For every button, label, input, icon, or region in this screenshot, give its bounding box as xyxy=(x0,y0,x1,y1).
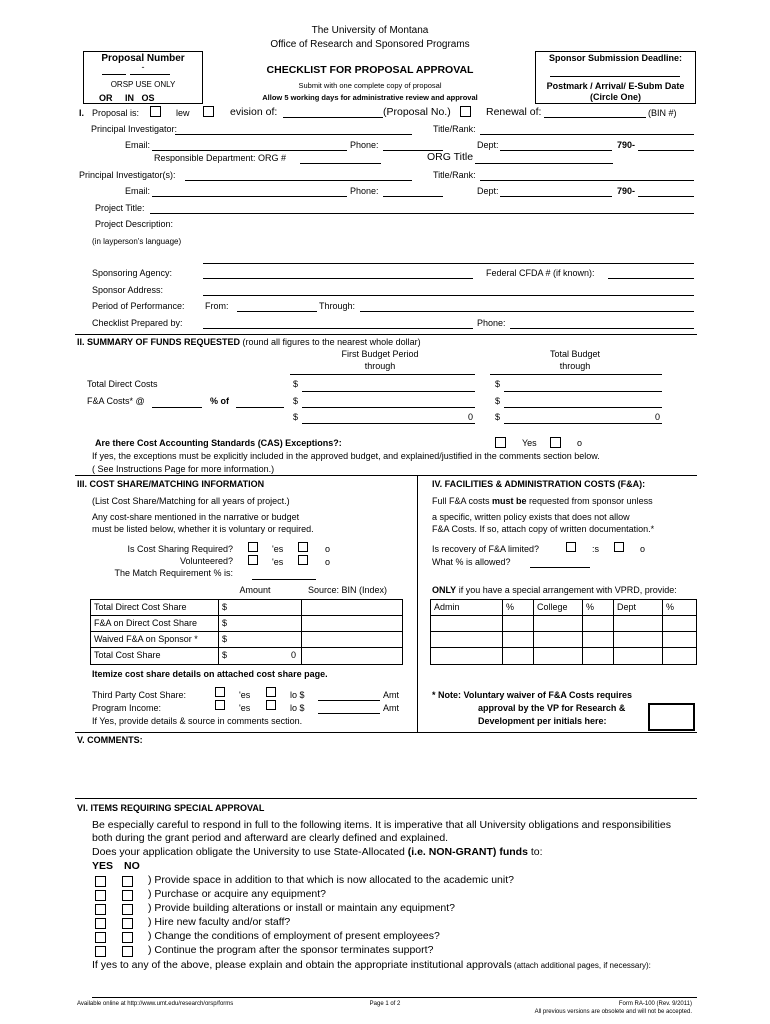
fa-college-pct-cell-2[interactable] xyxy=(582,631,614,648)
fa-limited-no-checkbox[interactable] xyxy=(614,542,624,552)
section-3-4-divider xyxy=(417,475,418,732)
fa-dept-cell-3[interactable] xyxy=(613,647,663,665)
revision-label: evision of: xyxy=(230,106,278,118)
section-1-number: I. xyxy=(79,108,85,118)
proposal-number-prefix-field[interactable] xyxy=(102,74,126,75)
fa-total-field[interactable] xyxy=(504,407,662,408)
waiver-note-3: Development per initials here: xyxy=(478,716,607,726)
item-6-yes-checkbox[interactable] xyxy=(95,946,106,957)
volunteered-no-label: o xyxy=(325,557,331,567)
tdc-total-field[interactable] xyxy=(504,391,662,392)
fa-admin-pct-cell-3[interactable] xyxy=(502,647,534,665)
project-title-label: Project Title: xyxy=(95,203,145,213)
tdc-total-dollar: $ xyxy=(495,379,501,389)
renewal-label: Renewal of: xyxy=(486,106,542,118)
tdc-first-dollar: $ xyxy=(293,379,299,389)
fa-admin-cell-2[interactable] xyxy=(430,631,503,648)
section-3-title: III. COST SHARE/MATCHING INFORMATION xyxy=(77,479,265,489)
special-item-6: ) Continue the program after the sponsor terminates support? xyxy=(148,944,434,956)
pi-field[interactable] xyxy=(175,134,412,135)
source-header: Source: BIN (Index) xyxy=(307,585,388,595)
cs-row-label-3: Waived F&A on Sponsor * xyxy=(90,631,219,648)
first-period-underline xyxy=(290,374,475,375)
pis-dept-field[interactable] xyxy=(500,196,612,197)
match-pct-field[interactable] xyxy=(252,579,316,580)
explain-note: If yes to any of the above, please explain and obtain the appropriate institutional approvals (attach additional pages, if necessary): xyxy=(92,959,651,971)
fa-college-cell-3[interactable] xyxy=(533,647,583,665)
cs-row-label-1: Total Direct Cost Share xyxy=(90,599,219,616)
dept-code: 790- xyxy=(617,140,636,150)
footer-rule xyxy=(92,997,697,998)
fa-policy-line-3: F&A Costs. If so, attach copy of written documentation.* xyxy=(432,524,655,534)
title-rank-label: Title/Rank: xyxy=(433,124,476,134)
fa-dept-pct-cell-3[interactable] xyxy=(662,647,697,665)
org-title-field[interactable] xyxy=(475,163,613,164)
volunteered-yes-label: 'es xyxy=(272,557,284,567)
fa-admin-cell-1[interactable] xyxy=(430,615,503,632)
amount-header: Amount xyxy=(239,585,271,595)
section-4-title: IV. FACILITIES & ADMINISTRATION COSTS (F&A): xyxy=(432,479,646,489)
fa-policy-line-2: a specific, written policy exists that does not allow xyxy=(432,512,630,522)
renewal-checkbox[interactable] xyxy=(460,106,471,117)
sum-total-dollar: $ xyxy=(495,412,501,422)
project-desc-field[interactable] xyxy=(203,263,694,264)
dept-label: Dept: xyxy=(477,140,499,150)
section-divider-2 xyxy=(75,475,697,476)
period-through-field[interactable] xyxy=(360,311,694,312)
pi-dept-field[interactable] xyxy=(500,150,612,151)
tdc-first-field[interactable] xyxy=(302,391,475,392)
fa-first-dollar: $ xyxy=(293,396,299,406)
third-party-yes-checkbox[interactable] xyxy=(215,687,225,697)
fa-college-cell-2[interactable] xyxy=(533,631,583,648)
pis-email-field[interactable] xyxy=(152,196,347,197)
prepared-by-field[interactable] xyxy=(203,328,473,329)
item-1-yes-checkbox[interactable] xyxy=(95,876,106,887)
pis-phone-field[interactable] xyxy=(383,196,443,197)
third-party-amt-label: Amt xyxy=(383,690,400,700)
third-party-no-checkbox[interactable] xyxy=(266,687,276,697)
fa-dept-pct-header: % xyxy=(662,599,697,616)
volunteered-question: Volunteered? xyxy=(179,556,233,566)
third-party-yes-label: 'es xyxy=(239,690,251,700)
pi-title-rank-field[interactable] xyxy=(480,134,694,135)
sponsor-address-label: Sponsor Address: xyxy=(92,285,164,295)
special-item-4: ) Hire new faculty and/or staff? xyxy=(148,916,291,928)
fa-college-cell-1[interactable] xyxy=(533,615,583,632)
item-5-no-checkbox[interactable] xyxy=(122,932,133,943)
program-income-amount-field[interactable] xyxy=(318,713,380,714)
waiver-note-2: approval by the VP for Research & xyxy=(478,703,626,713)
program-income-yes-checkbox[interactable] xyxy=(215,700,225,710)
if-yes-note: If Yes, provide details & source in comments section. xyxy=(92,716,303,726)
cas-yes-checkbox[interactable] xyxy=(495,437,506,448)
title-rank-label-2: Title/Rank: xyxy=(433,170,476,180)
project-title-field[interactable] xyxy=(150,213,694,214)
cs-row-source-4[interactable] xyxy=(301,647,403,665)
cost-share-note-1: Any cost-share mentioned in the narrative or budget xyxy=(92,512,300,522)
match-pct-label: The Match Requirement % is: xyxy=(114,568,233,578)
revision-checkbox[interactable] xyxy=(203,106,214,117)
allow-note: Allow 5 working days for administrative review and approval xyxy=(262,93,478,102)
section-divider-3 xyxy=(75,732,697,733)
cs-row-source-2[interactable] xyxy=(301,615,403,632)
cs-row-label-4: Total Cost Share xyxy=(90,647,219,665)
sum-first-dollar: $ xyxy=(293,412,299,422)
cas-yes-label: Yes xyxy=(522,438,537,448)
cas-note-2: ( See Instructions Page for more information.) xyxy=(92,464,275,474)
fa-total-dollar: $ xyxy=(495,396,501,406)
period-from-field[interactable] xyxy=(237,311,317,312)
item-4-yes-checkbox[interactable] xyxy=(95,918,106,929)
cs-row-amount-3[interactable]: $ xyxy=(218,631,302,648)
pis-field[interactable] xyxy=(185,180,412,181)
pi-email-field[interactable] xyxy=(152,150,347,151)
item-5-yes-checkbox[interactable] xyxy=(95,932,106,943)
cfda-field[interactable] xyxy=(608,278,694,279)
required-no-label: o xyxy=(325,544,331,554)
form-title: CHECKLIST FOR PROPOSAL APPROVAL xyxy=(266,64,474,76)
through-label: Through: xyxy=(319,301,356,311)
vp-initials-box[interactable] xyxy=(648,703,695,731)
program-income-label: Program Income: xyxy=(92,703,162,713)
sponsor-deadline-label: Sponsor Submission Deadline: xyxy=(548,53,683,63)
submit-note: Submit with one complete copy of proposal xyxy=(298,81,442,90)
sponsor-address-field[interactable] xyxy=(203,295,694,296)
pct-of-label: % of xyxy=(210,396,229,406)
fa-base-field[interactable] xyxy=(236,407,284,408)
special-item-1: ) Provide space in addition to that which is now allocated to the academic unit? xyxy=(148,874,514,886)
org-number-field[interactable] xyxy=(300,163,381,164)
revision-of-field[interactable] xyxy=(283,117,383,118)
new-checkbox[interactable] xyxy=(150,106,161,117)
item-4-no-checkbox[interactable] xyxy=(122,918,133,929)
sum-first-value: 0 xyxy=(467,412,473,422)
or-in-os-options[interactable]: OR IN OS xyxy=(99,93,155,103)
fa-admin-pct-cell-2[interactable] xyxy=(502,631,534,648)
orsp-use-only: ORSP USE ONLY xyxy=(110,80,176,89)
cas-no-checkbox[interactable] xyxy=(550,437,561,448)
section-divider-4 xyxy=(75,798,697,799)
fa-dept-cell-1[interactable] xyxy=(613,615,663,632)
fa-policy-line-1: Full F&A costs must be requested from sponsor unless xyxy=(432,496,653,506)
dept-code-2: 790- xyxy=(617,186,636,196)
third-party-label: Third Party Cost Share: xyxy=(92,690,187,700)
pi-label: Principal Investigator: xyxy=(91,124,178,134)
cfda-label: Federal CFDA # (if known): xyxy=(486,268,595,278)
sum-first-underline xyxy=(302,423,475,424)
resp-dept-label: Responsible Department: ORG # xyxy=(154,153,287,163)
prepared-by-label: Checklist Prepared by: xyxy=(92,318,183,328)
tdc-label: Total Direct Costs xyxy=(87,379,158,389)
section-5-title: V. COMMENTS: xyxy=(77,735,143,745)
fa-admin-pct-cell-1[interactable] xyxy=(502,615,534,632)
sponsor-deadline-field[interactable] xyxy=(550,76,680,77)
first-period-label: First Budget Period xyxy=(341,349,419,359)
dept-label-2: Dept: xyxy=(477,186,499,196)
phone-label-2: Phone: xyxy=(350,186,379,196)
program-income-no-checkbox[interactable] xyxy=(266,700,276,710)
pi-dept-code-field[interactable] xyxy=(638,150,694,151)
what-pct-field[interactable] xyxy=(530,567,590,568)
no-column-header: NO xyxy=(124,860,140,872)
yes-column-header: YES xyxy=(92,860,114,872)
cs-row-amount-2[interactable]: $ xyxy=(218,615,302,632)
fa-limited-no-label: o xyxy=(640,544,646,554)
comments-area[interactable] xyxy=(77,748,695,796)
what-pct-label: What % is allowed? xyxy=(432,557,511,567)
program-income-yes-label: 'es xyxy=(239,703,251,713)
fa-dept-header: Dept xyxy=(613,599,663,616)
fa-college-pct-header: % xyxy=(582,599,614,616)
total-budget-underline xyxy=(490,374,662,375)
layperson-note: (in layperson's language) xyxy=(92,237,182,246)
cost-share-list-note: (List Cost Share/Matching for all years of project.) xyxy=(92,496,290,506)
fa-college-header: College xyxy=(533,599,583,616)
fa-limited-question: Is recovery of F&A limited? xyxy=(432,544,540,554)
required-yes-label: 'es xyxy=(272,544,284,554)
item-3-no-checkbox[interactable] xyxy=(122,904,133,915)
fa-label: F&A Costs* @ xyxy=(87,396,145,406)
new-label: lew xyxy=(176,108,190,118)
fa-first-field[interactable] xyxy=(302,407,475,408)
pis-dept-code-field[interactable] xyxy=(638,196,694,197)
cs-row-label-2: F&A on Direct Cost Share xyxy=(90,615,219,632)
special-item-5: ) Change the conditions of employment of present employees? xyxy=(148,930,440,942)
sum-total-value: 0 xyxy=(654,412,660,422)
cost-share-note-2: must be listed below, whether it is voluntary or required. xyxy=(92,524,314,534)
cas-note-1: If yes, the exceptions must be explicitly included in the approved budget, and explained/justified in the comments section below. xyxy=(92,451,600,461)
item-1-no-checkbox[interactable] xyxy=(122,876,133,887)
fa-admin-pct-header: % xyxy=(502,599,534,616)
state-funds-question: Does your application obligate the University to use State-Allocated (i.e. NON-GRANT) funds to: xyxy=(92,846,543,858)
item-2-no-checkbox[interactable] xyxy=(122,890,133,901)
period-label: Period of Performance: xyxy=(92,301,185,311)
circle-one-note: (Circle One) xyxy=(589,92,641,102)
footer-obsolete: All previous versions are obsolete and will not be accepted. xyxy=(534,1009,692,1015)
office-name: Office of Research and Sponsored Programs xyxy=(270,39,470,50)
required-no-checkbox[interactable] xyxy=(298,542,308,552)
proposal-number-field[interactable] xyxy=(130,74,170,75)
fa-college-pct-cell-3[interactable] xyxy=(582,647,614,665)
sum-total-underline xyxy=(504,423,662,424)
special-item-2: ) Purchase or acquire any equipment? xyxy=(148,888,327,900)
waiver-note-1: * Note: Voluntary waiver of F&A Costs requires xyxy=(432,690,633,700)
fa-limited-yes-label: :s xyxy=(592,544,600,554)
fa-admin-header: Admin xyxy=(430,599,503,616)
item-3-yes-checkbox[interactable] xyxy=(95,904,106,915)
total-budget-label: Total Budget xyxy=(549,349,601,359)
fa-college-pct-cell-1[interactable] xyxy=(582,615,614,632)
org-title-label: ORG Title xyxy=(427,151,474,163)
cs-row-amount-4 xyxy=(218,647,302,665)
item-6-no-checkbox[interactable] xyxy=(122,946,133,957)
section-divider-1 xyxy=(75,334,697,335)
first-through-label: through xyxy=(364,361,396,371)
itemize-note: Itemize cost share details on attached cost share page. xyxy=(92,669,328,679)
volunteered-no-checkbox[interactable] xyxy=(298,555,308,565)
only-special-note: ONLY if you have a special arrangement with VPRD, provide: xyxy=(432,585,677,595)
footer-url: Available online at http://www.umt.edu/research/orsp/forms xyxy=(77,1001,234,1007)
proposal-number-label: Proposal Number xyxy=(101,53,185,64)
cas-question: Are there Cost Accounting Standards (CAS) Exceptions?: xyxy=(95,438,342,448)
proposal-number-dash: - xyxy=(141,62,145,72)
total-through-label: through xyxy=(559,361,591,371)
footer-page: Page 1 of 2 xyxy=(369,1001,401,1007)
special-approval-para-2: both during the grant period and afterward are clearly defined and explained. xyxy=(92,832,449,844)
sponsoring-agency-label: Sponsoring Agency: xyxy=(92,268,173,278)
cs-row-source-3[interactable] xyxy=(301,631,403,648)
phone-label-3: Phone: xyxy=(477,318,506,328)
project-desc-label: Project Description: xyxy=(95,219,174,229)
sponsoring-agency-field[interactable] xyxy=(203,278,473,279)
fa-admin-cell-3[interactable] xyxy=(430,647,503,665)
third-party-amount-field[interactable] xyxy=(318,700,380,701)
cs-row-amount-1[interactable]: $ xyxy=(218,599,302,616)
required-question: Is Cost Sharing Required? xyxy=(127,544,233,554)
renewal-of-field[interactable] xyxy=(544,117,646,118)
email-label-2: Email: xyxy=(125,186,151,196)
phone-label: Phone: xyxy=(350,140,379,150)
university-name: The University of Montana xyxy=(311,25,429,36)
email-label: Email: xyxy=(125,140,151,150)
fa-limited-yes-checkbox[interactable] xyxy=(566,542,576,552)
postmark-options[interactable]: Postmark / Arrival/ E-Subm Date xyxy=(546,81,685,91)
section-2-heading: II. SUMMARY OF FUNDS REQUESTED (round all figures to the nearest whole dollar) xyxy=(77,337,421,347)
cs-row-source-1[interactable] xyxy=(301,599,403,616)
fa-rate-field[interactable] xyxy=(152,407,202,408)
section-6-title: VI. ITEMS REQUIRING SPECIAL APPROVAL xyxy=(77,803,265,813)
cs-total-dollar: $ xyxy=(222,650,228,660)
required-yes-checkbox[interactable] xyxy=(248,542,258,552)
proposal-is-label: Proposal is: xyxy=(92,108,140,118)
item-2-yes-checkbox[interactable] xyxy=(95,890,106,901)
footer-form: Form RA-100 (Rev. 9/2011) xyxy=(618,1001,692,1007)
prepared-by-phone-field[interactable] xyxy=(510,328,694,329)
program-income-no-label: lo $ xyxy=(290,703,305,713)
special-approval-para-1: Be especially careful to respond in full to the following items. It is imperative that all University obligations and responsibilities xyxy=(92,819,671,831)
fa-dept-pct-cell-1[interactable] xyxy=(662,615,697,632)
from-label: From: xyxy=(205,301,229,311)
pis-title-rank-field[interactable] xyxy=(480,180,694,181)
bin-label: (BIN #) xyxy=(648,108,677,118)
special-item-3: ) Provide building alterations or install or maintain any equipment? xyxy=(148,902,456,914)
cas-no-label: o xyxy=(577,438,583,448)
program-income-amt-label: Amt xyxy=(383,703,400,713)
pis-label: Principal Investigator(s): xyxy=(79,170,176,180)
volunteered-yes-checkbox[interactable] xyxy=(248,555,258,565)
fa-dept-cell-2[interactable] xyxy=(613,631,663,648)
proposal-no-label: (Proposal No.) xyxy=(383,106,451,118)
third-party-no-label: lo $ xyxy=(290,690,305,700)
fa-dept-pct-cell-2[interactable] xyxy=(662,631,697,648)
cs-total-value: 0 xyxy=(290,650,296,660)
